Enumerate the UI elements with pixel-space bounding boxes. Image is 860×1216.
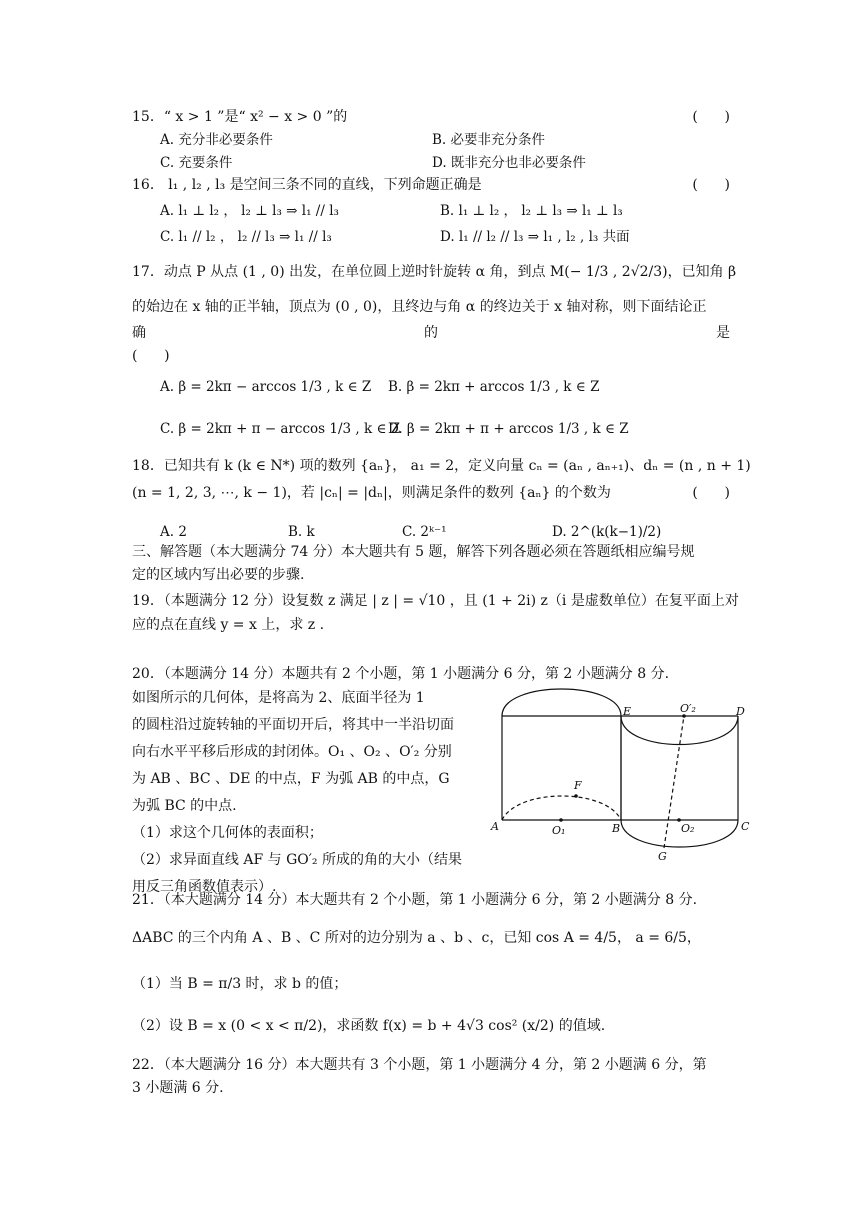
- section-3-heading: 三、解答题（本大题满分 74 分）本大题共有 5 题，解答下列各题必须在答题纸相应编号规: [132, 544, 695, 560]
- q20-body-line: 用反三角函数值表示）.: [132, 879, 277, 895]
- q20-geometry-figure: [488, 684, 758, 864]
- q15-option-a: A. 充分非必要条件: [160, 132, 273, 148]
- q21-line-4: （2）设 B = x (0 < x < π/2)，求函数 f(x) = b + 4√3 cos² (x/2) 的值域.: [132, 1018, 606, 1034]
- q15-stem: 15．“ x > 1 ”是“ x² − x > 0 ”的: [132, 109, 348, 125]
- q22-line-1: 22．（本大题满分 16 分）本大题共有 3 个小题，第 1 小题满分 4 分，第 2 小题满 6 分，第: [132, 1057, 707, 1073]
- q21-line-1: 21．（本大题满分 14 分）本大题共有 2 个小题，第 1 小题满分 6 分，第 2 小题满分 8 分.: [132, 892, 698, 908]
- q18-answer-paren: ( ): [692, 485, 730, 501]
- figure-label-o2-prime: O′₂: [680, 702, 696, 715]
- q16-option-b: B. l₁ ⊥ l₂ ， l₂ ⊥ l₃ ⇒ l₁ ⊥ l₃: [440, 203, 623, 219]
- q19-line-2: 应的点在直线 y = x 上，求 z .: [132, 617, 325, 633]
- section-3-heading-line-2: 定的区域内写出必要的步骤.: [132, 567, 305, 583]
- q16-option-d: D. l₁ // l₂ // l₃ ⇒ l₁ , l₂ , l₃ 共面: [440, 229, 630, 245]
- q17-option-a: A. β = 2kπ − arccos 1/3 , k ∈ Z: [160, 379, 372, 395]
- figure-label-b: B: [612, 822, 621, 835]
- figure-label-c: C: [741, 820, 750, 833]
- figure-label-f: F: [574, 779, 582, 792]
- q17-line-2: 的始边在 x 轴的正半轴，顶点为 (0 , 0)，且终边与角 α 的终边关于 x 轴对称，则下面结论正: [132, 299, 707, 315]
- q18-option-b: B. k: [288, 524, 315, 540]
- q20-body-line: 如图所示的几何体，是将高为 2、底面半径为 1: [132, 690, 425, 706]
- figure-label-g: G: [658, 850, 667, 863]
- q20-body-line: 为 AB 、BC 、DE 的中点，F 为弧 AB 的中点，G: [132, 771, 450, 787]
- q17-option-d: D. β = 2kπ + π + arccos 1/3 , k ∈ Z: [388, 421, 629, 437]
- q16-stem: 16． l₁ , l₂ , l₃ 是空间三条不同的直线，下列命题正确是: [132, 177, 482, 193]
- q18-option-d: D. 2^(k(k−1)/2): [552, 524, 662, 540]
- q20-body: [132, 685, 482, 901]
- q17-line-1: 17．动点 P 从点 (1 , 0) 出发，在单位圆上逆时针旋转 α 角，到点 M(− 1/3 , 2√2/3)，已知角 β: [132, 264, 737, 280]
- q20-body-line: 为弧 BC 的中点.: [132, 798, 237, 814]
- q15-option-b: B. 必要非充分条件: [432, 132, 546, 148]
- q15-answer-paren: ( ): [692, 109, 730, 125]
- q20-line-1: 20．（本题满分 14 分）本题共有 2 个小题，第 1 小题满分 6 分，第 2 小题满分 8 分.: [132, 666, 670, 682]
- q16-option-c: C. l₁ // l₂ ， l₂ // l₃ ⇒ l₁ // l₃: [160, 229, 332, 245]
- q18-line-1: 18．已知共有 k (k ∈ N*) 项的数列 {aₙ}， a₁ = 2，定义向量 cₙ = (aₙ , aₙ₊₁)、dₙ = (n , n + 1): [132, 458, 751, 474]
- q18-option-c: C. 2ᵏ⁻¹: [402, 524, 447, 540]
- q18-line-2: (n = 1, 2, 3, ⋯, k − 1)，若 |cₙ| = |dₙ|，则满足条件的数列 {aₙ} 的个数为: [132, 485, 611, 501]
- q17-line-3a: 确: [132, 325, 146, 341]
- q20-body-line: 向右水平平移后形成的封闭体。O₁ 、O₂ 、O′₂ 分别: [132, 744, 452, 760]
- q17-option-b: B. β = 2kπ + arccos 1/3 , k ∈ Z: [388, 379, 600, 395]
- q22-line-2: 3 小题满 6 分.: [132, 1080, 224, 1096]
- q17-line-3b: 的: [424, 325, 438, 341]
- q15-option-c: C. 充要条件: [160, 155, 233, 171]
- figure-label-e: E: [623, 705, 632, 718]
- q19-line-1: 19．（本题满分 12 分）设复数 z 满足 | z | = √10 ，且 (1 + 2i) z（i 是虚数单位）在复平面上对: [132, 593, 739, 609]
- q18-option-a: A. 2: [160, 524, 187, 540]
- q16-answer-paren: ( ): [692, 177, 730, 193]
- q16-option-a: A. l₁ ⊥ l₂ ， l₂ ⊥ l₃ ⇒ l₁ // l₃: [160, 203, 339, 219]
- q21-line-2: ΔABC 的三个内角 A 、B 、C 所对的边分别为 a 、b 、c，已知 cos A = 4/5， a = 6/5，: [132, 930, 701, 946]
- q20-body-line: （2）求异面直线 AF 与 GO′₂ 所成的角的大小（结果: [132, 852, 462, 868]
- q17-answer-paren: ( ): [132, 348, 170, 364]
- figure-label-d: D: [736, 705, 745, 718]
- q17-line-3c: 是: [716, 325, 730, 341]
- q20-body-line: （1）求这个几何体的表面积；: [132, 825, 323, 841]
- figure-label-o1: O₁: [552, 824, 566, 837]
- q20-body-line: 的圆柱沿过旋转轴的平面切开后，将其中一半沿切面: [132, 717, 454, 733]
- figure-label-a: A: [491, 820, 499, 833]
- q15-option-d: D. 既非充分也非必要条件: [432, 155, 586, 171]
- q17-option-c: C. β = 2kπ + π − arccos 1/3 , k ∈ Z: [160, 421, 401, 437]
- q21-line-3: （1）当 B = π/3 时，求 b 的值；: [132, 976, 348, 992]
- figure-label-o2: O₂: [681, 822, 695, 835]
